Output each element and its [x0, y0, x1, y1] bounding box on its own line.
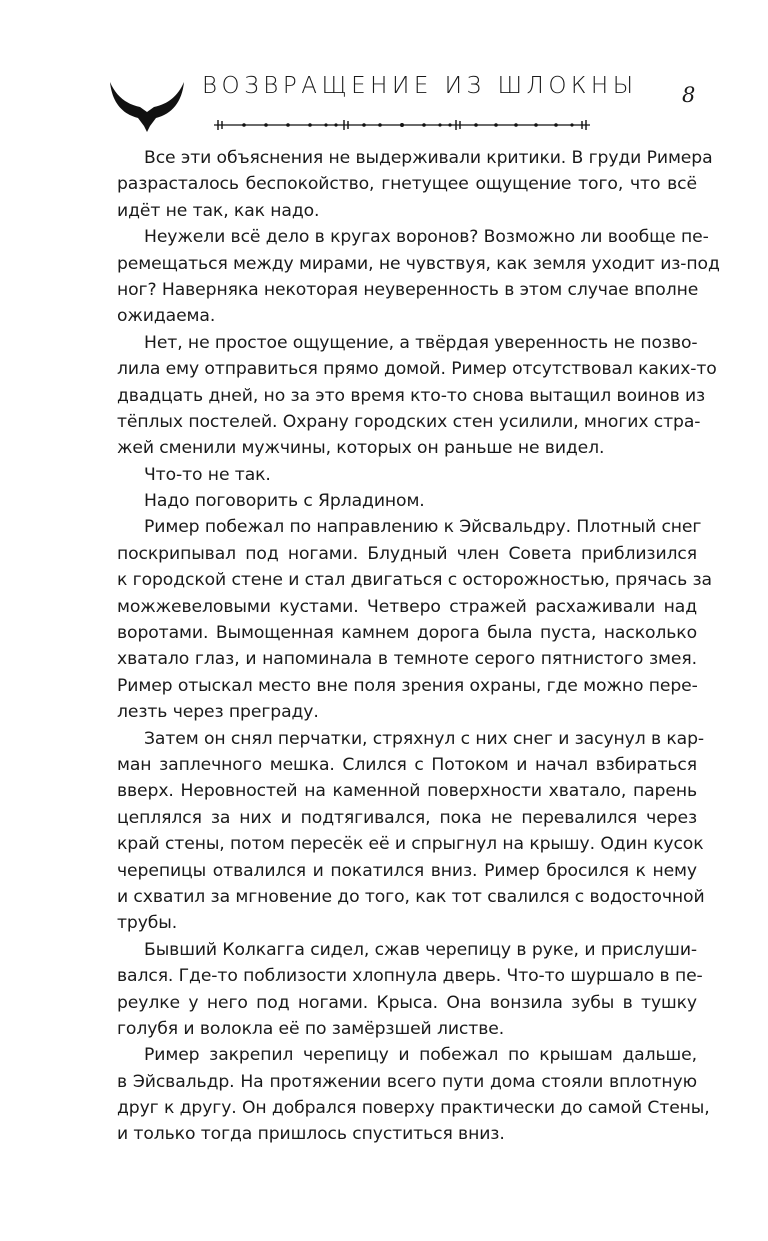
- text-line: Все эти объяснения не выдерживали критики. В груди Римера: [144, 148, 713, 168]
- text-line: Что-то не так.: [144, 464, 271, 485]
- text-line: лезть через преграду.: [117, 702, 319, 723]
- text-line: Бывший Колкагга сидел, сжав черепицу в руке, и прислуши-: [144, 939, 697, 960]
- text-line: Ример отыскал место вне поля зрения охраны, где можно пере-: [117, 675, 698, 696]
- text-line: воротами. Вымощенная камнем дорога была пуста, насколько: [117, 623, 697, 644]
- text-line: черепицы отвалился и покатился вниз. Ример бросился к нему: [117, 860, 697, 881]
- text-line: идёт не так, как надо.: [117, 200, 320, 221]
- text-line: в Эйсвальдр. На протяжении всего пути дома стояли вплотную: [117, 1071, 697, 1092]
- page-number: 8: [682, 83, 696, 107]
- running-title: ВОЗВРАЩЕНИЕ ИЗ ШЛОКНЫ: [202, 73, 638, 99]
- raven-horns-emblem-icon: [108, 80, 186, 132]
- text-line: и схватил за мгновение до того, как тот свалился с водосточной: [117, 886, 705, 907]
- body-text: [117, 145, 720, 1148]
- text-line: поскрипывал под ногами. Блудный член Совета приблизился: [117, 543, 697, 564]
- text-line: вверх. Неровностей на каменной поверхности хватало, парень: [117, 781, 697, 802]
- text-line: тёплых постелей. Охрану городских стен усилили, многих стра-: [117, 411, 701, 432]
- text-line: Затем он снял перчатки, стряхнул с них снег и засунул в кар-: [144, 728, 705, 749]
- text-line: Неужели всё дело в кругах воронов? Возможно ли вообще пе-: [144, 227, 709, 248]
- text-line: хватало глаз, и напоминала в темноте серого пятнистого змея.: [117, 649, 697, 670]
- text-line: двадцать дней, но за это время кто-то снова вытащил воинов из: [117, 385, 706, 406]
- text-line: Ример закрепил черепицу и побежал по крышам дальше,: [144, 1045, 697, 1066]
- text-line: вался. Где-то поблизости хлопнула дверь. Что-то шуршало в пе-: [117, 966, 703, 987]
- text-line: к городской стене и стал двигаться с осторожностью, прячась за: [117, 570, 712, 591]
- text-line: Нет, не простое ощущение, а твёрдая уверенность не позво-: [144, 332, 698, 353]
- text-line: ожидаема.: [117, 306, 216, 327]
- text-line: ног? Наверняка некоторая неуверенность в этом случае вполне: [117, 279, 699, 300]
- text-line: можжевеловыми кустами. Четверо стражей расхаживали над: [117, 596, 697, 617]
- text-line: Надо поговорить с Ярладином.: [144, 491, 425, 512]
- ornamental-rule-icon: [214, 118, 590, 132]
- text-line: реулке у него под ногами. Крыса. Она вонзила зубы в тушку: [117, 992, 697, 1013]
- text-line: голубя и волокла её по замёрзшей листве.: [117, 1018, 505, 1039]
- text-line: ман заплечного мешка. Слился с Потоком и начал взбираться: [117, 754, 697, 775]
- text-line: лила ему отправиться прямо домой. Ример отсутствовал каких-то: [117, 359, 717, 380]
- text-line: жей сменили мужчины, которых он раньше не видел.: [117, 438, 605, 459]
- text-line: друг к другу. Он добрался поверху практически до самой Стены,: [117, 1098, 710, 1119]
- text-line: Ример побежал по направлению к Эйсвальдру. Плотный снег: [144, 517, 702, 538]
- text-line: ремещаться между мирами, не чувствуя, как земля уходит из-под: [117, 253, 720, 274]
- text-line: трубы.: [117, 913, 178, 934]
- text-line: край стены, потом пересёк её и спрыгнул на крышу. Один кусок: [117, 834, 704, 855]
- text-line: разрасталось беспокойство, гнетущее ощущение того, что всё: [117, 174, 697, 195]
- text-line: цеплялся за них и подтягивался, пока не перевалился через: [117, 807, 697, 828]
- text-line: и только тогда пришлось спуститься вниз.: [117, 1124, 505, 1145]
